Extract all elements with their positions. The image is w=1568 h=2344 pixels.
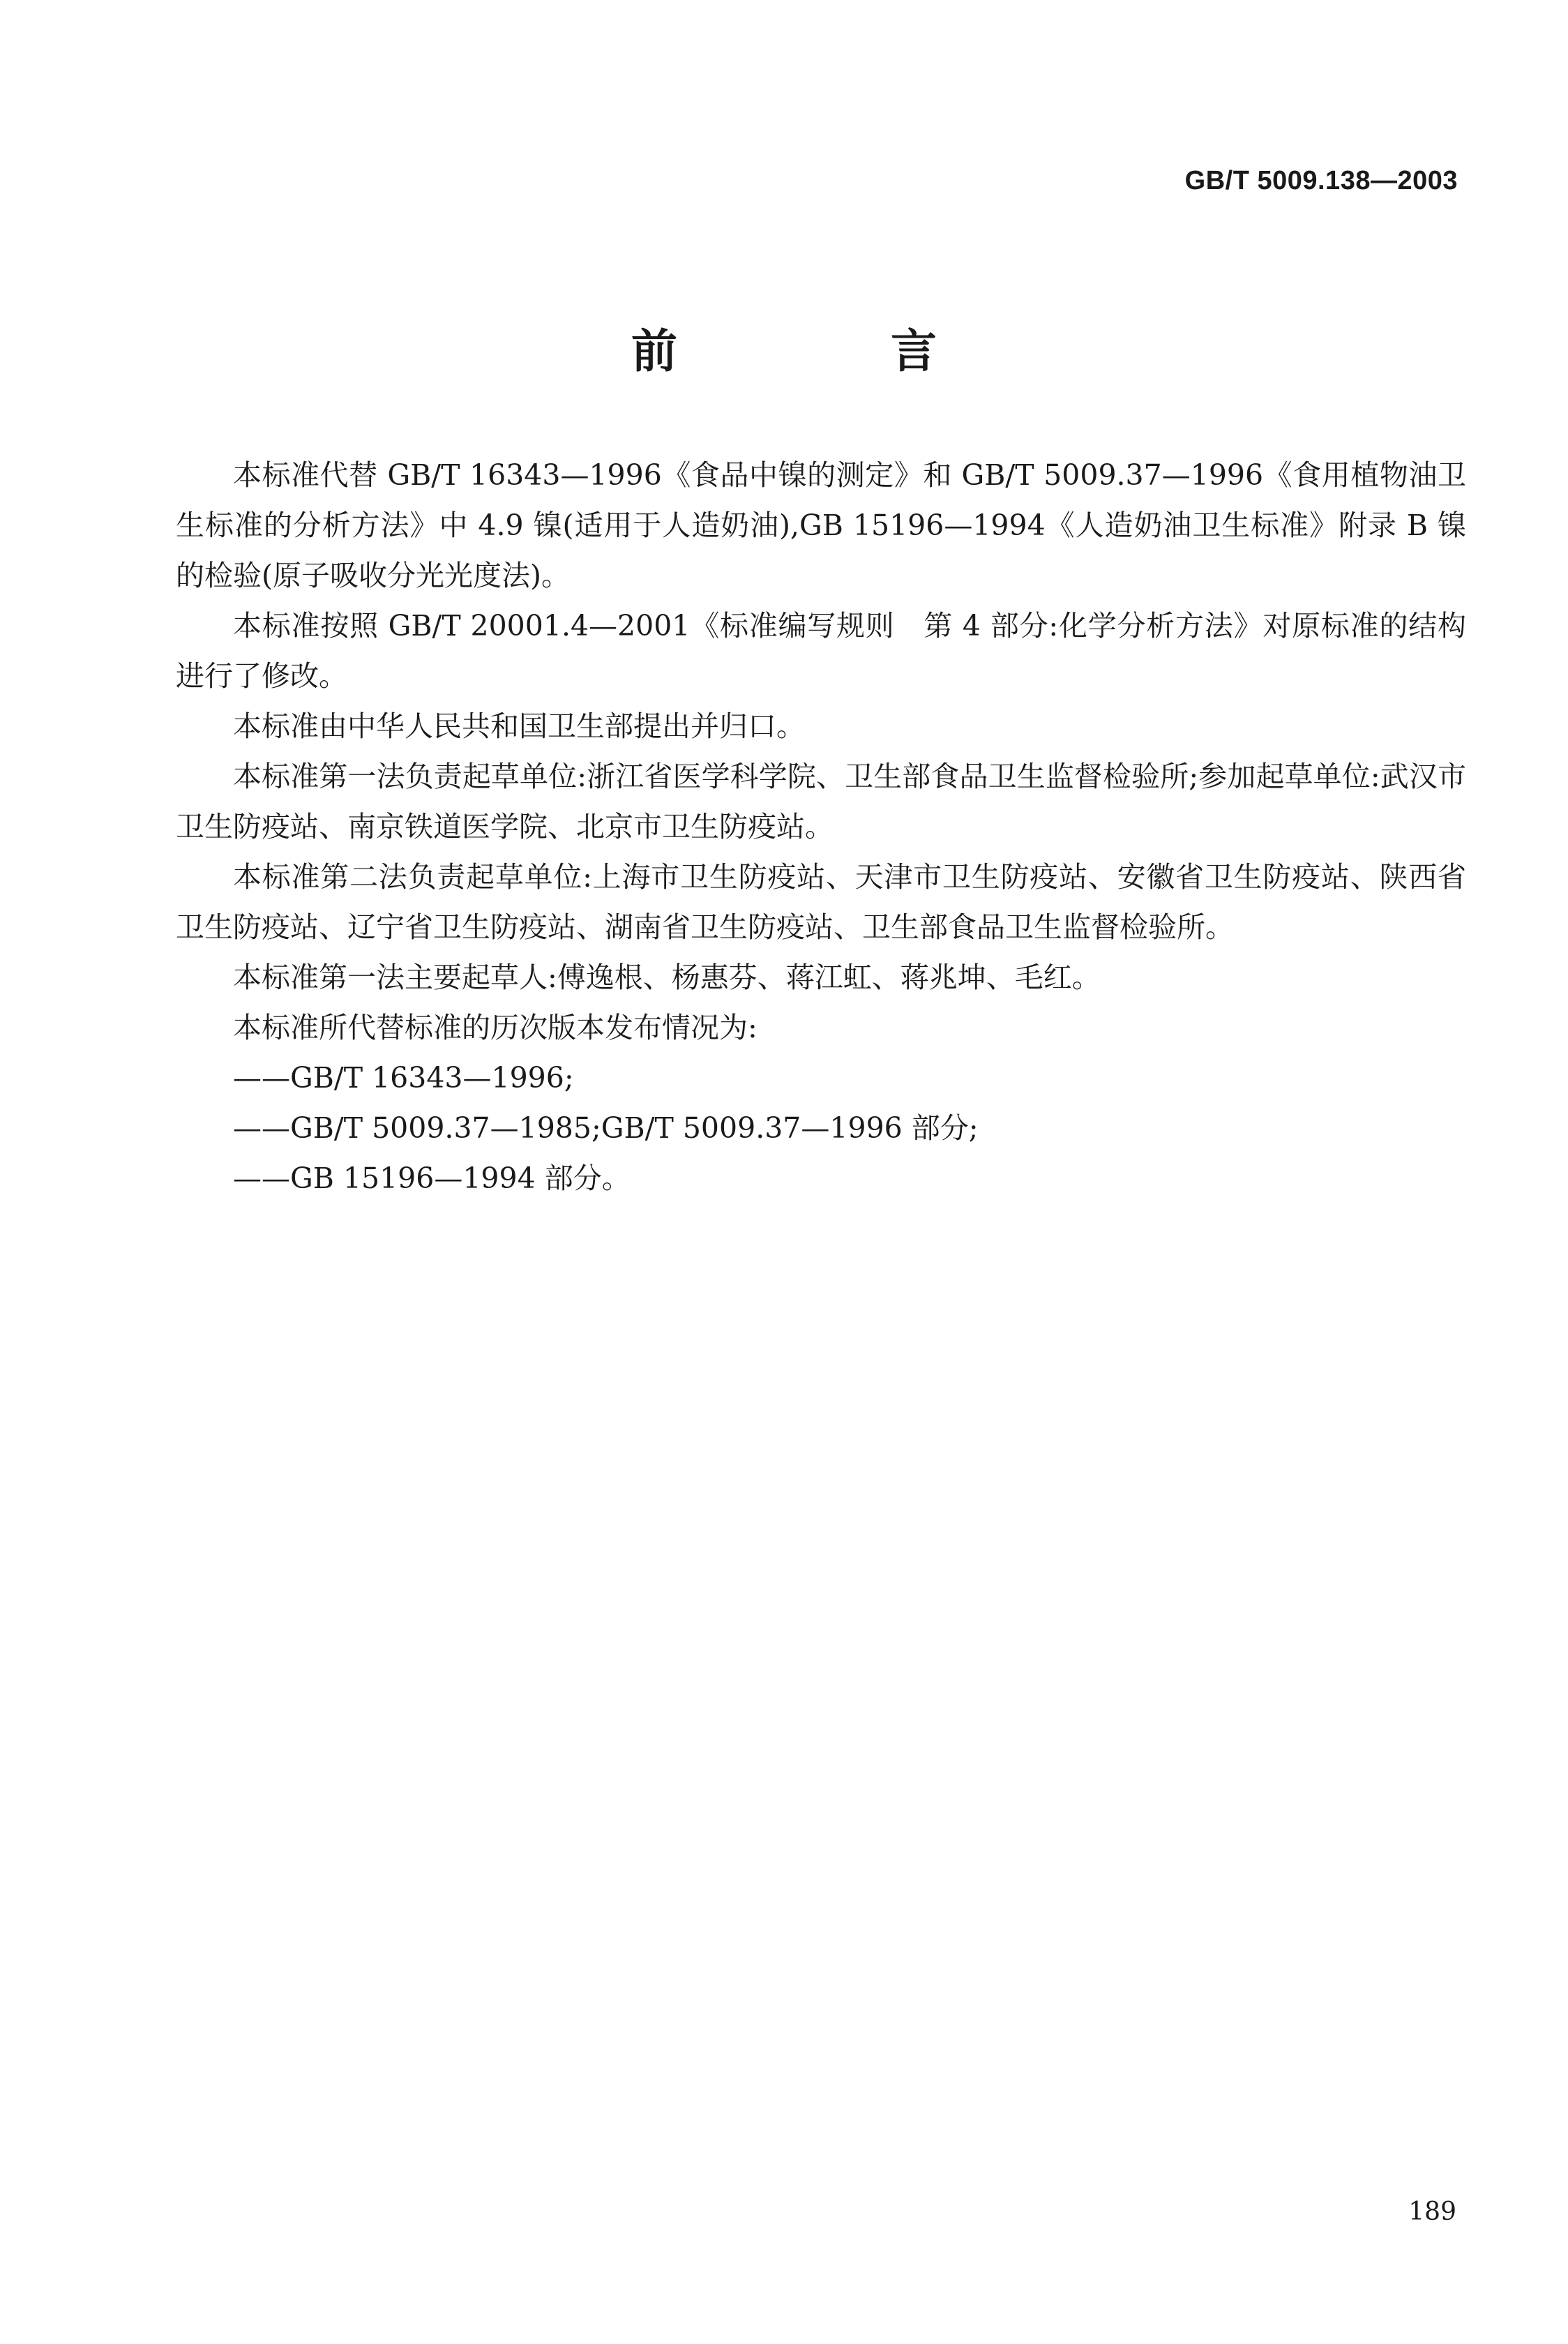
history-item: ——GB/T 16343—1996; xyxy=(233,1061,574,1095)
paragraph-history-intro: 本标准所代替标准的历次版本发布情况为: xyxy=(233,1011,757,1044)
foreword-body xyxy=(176,450,1466,1203)
history-item: ——GB/T 5009.37—1985;GB/T 5009.37—1996 部分; xyxy=(233,1111,979,1145)
page-title: 前 言 xyxy=(631,324,1020,378)
paragraph-method1-drafters: 本标准第一法负责起草单位:浙江省医学科学院、卫生部食品卫生监督检验所;参加起草单位:武汉市卫生防疫站、南京铁道医学院、北京市卫生防疫站。 xyxy=(176,760,1466,843)
paragraph-structure: 本标准按照 GB/T 20001.4—2001《标准编写规则 第 4 部分:化学分析方法》对原标准的结构进行了修改。 xyxy=(176,609,1466,693)
paragraph-main-drafters: 本标准第一法主要起草人:傅逸根、杨惠芬、蒋江虹、蒋兆坤、毛红。 xyxy=(233,961,1101,994)
page-number: 189 xyxy=(1408,2198,1456,2226)
paragraph-method2-drafters: 本标准第二法负责起草单位:上海市卫生防疫站、天津市卫生防疫站、安徽省卫生防疫站、陕西省卫生防疫站、辽宁省卫生防疫站、湖南省卫生防疫站、卫生部食品卫生监督检验所。 xyxy=(176,860,1466,944)
paragraph-replacement: 本标准代替 GB/T 16343—1996《食品中镍的测定》和 GB/T 5009.37—1996《食用植物油卫生标准的分析方法》中 4.9 镍(适用于人造奶油),GB 15196—1994《人造奶油卫生标准》附录 B 镍的检验(原子吸收分光光度法)。 xyxy=(176,458,1466,592)
paragraph-proposer: 本标准由中华人民共和国卫生部提出并归口。 xyxy=(233,709,805,743)
document-code: GB/T 5009.138—2003 xyxy=(1184,166,1458,195)
history-item: ——GB 15196—1994 部分。 xyxy=(233,1162,631,1195)
